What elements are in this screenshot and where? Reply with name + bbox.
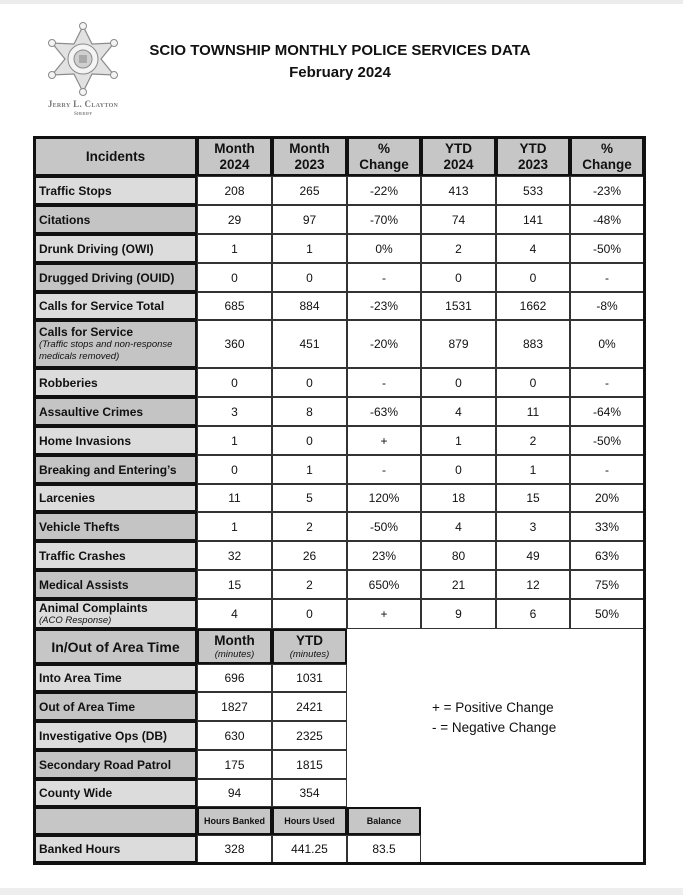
data-value: 15 bbox=[227, 577, 242, 592]
row-label-text: Animal Complaints bbox=[39, 600, 148, 615]
data-cell bbox=[496, 292, 570, 320]
banked-column-header bbox=[347, 807, 421, 835]
column-header-text: Month bbox=[214, 632, 255, 648]
row-label-text: Home Invasions bbox=[39, 433, 132, 448]
data-cell bbox=[570, 368, 644, 397]
data-cell bbox=[421, 541, 496, 570]
legend-negative: - = Negative Change bbox=[432, 720, 557, 735]
data-value: 1827 bbox=[221, 699, 248, 714]
data-cell bbox=[272, 835, 347, 863]
data-cell bbox=[197, 692, 272, 721]
row-label bbox=[34, 234, 197, 263]
data-cell bbox=[272, 692, 347, 721]
data-cell bbox=[570, 455, 644, 484]
row-label bbox=[34, 599, 197, 629]
data-cell bbox=[570, 320, 644, 368]
data-cell bbox=[197, 541, 272, 570]
data-cell bbox=[272, 320, 347, 368]
row-label bbox=[34, 368, 197, 397]
data-cell bbox=[272, 484, 347, 512]
data-cell bbox=[496, 205, 570, 234]
data-cell bbox=[421, 397, 496, 426]
row-label-text: Investigative Ops (DB) bbox=[39, 728, 168, 743]
row-label-text: Assaultive Crimes bbox=[39, 404, 144, 419]
area-time-column-header bbox=[272, 629, 347, 664]
data-cell bbox=[272, 664, 347, 692]
data-value: 8 bbox=[306, 404, 313, 419]
data-value: 0 bbox=[455, 462, 462, 477]
data-cell bbox=[570, 484, 644, 512]
data-cell bbox=[197, 599, 272, 629]
data-cell bbox=[272, 455, 347, 484]
column-header bbox=[496, 137, 570, 176]
row-label-text: County Wide bbox=[39, 786, 113, 800]
data-value: 1 bbox=[455, 433, 462, 448]
sheriff-name: Jerry L. Clayton bbox=[47, 99, 119, 109]
data-value: 5 bbox=[306, 491, 313, 505]
data-value: 33% bbox=[594, 519, 620, 534]
row-label-text: Into Area Time bbox=[39, 671, 122, 685]
data-cell bbox=[421, 426, 496, 455]
column-header-text: 2023 bbox=[294, 156, 325, 172]
data-value: 1662 bbox=[519, 299, 547, 313]
data-value: 0 bbox=[529, 375, 537, 390]
column-header-text: % bbox=[377, 140, 390, 156]
data-value: 879 bbox=[448, 337, 469, 351]
data-cell bbox=[272, 426, 347, 455]
column-header-text: Balance bbox=[366, 816, 402, 826]
data-cell bbox=[197, 664, 272, 692]
column-header-text: Incidents bbox=[85, 148, 146, 164]
area-time-header bbox=[34, 629, 197, 664]
data-value: 441.25 bbox=[291, 842, 328, 856]
data-value: 4 bbox=[231, 607, 238, 621]
column-header bbox=[570, 137, 644, 176]
row-label-text: Citations bbox=[39, 212, 91, 227]
data-cell bbox=[272, 368, 347, 397]
data-cell bbox=[272, 512, 347, 541]
data-value: 12 bbox=[526, 577, 540, 592]
data-value: 1 bbox=[306, 241, 313, 256]
data-cell bbox=[496, 368, 570, 397]
data-value: -64% bbox=[592, 404, 621, 419]
data-value: 884 bbox=[299, 299, 320, 313]
data-value: 1 bbox=[306, 462, 313, 477]
data-cell bbox=[272, 721, 347, 750]
column-unit-text: (minutes) bbox=[289, 648, 330, 660]
data-cell bbox=[496, 320, 570, 368]
row-label-text: Drunk Driving (OWI) bbox=[39, 241, 154, 256]
data-value: 533 bbox=[522, 183, 544, 198]
data-value: -50% bbox=[369, 519, 398, 534]
sheriff-title: Sheriff bbox=[73, 111, 93, 117]
data-cell bbox=[496, 541, 570, 570]
data-value: -20% bbox=[369, 337, 398, 351]
data-cell bbox=[496, 234, 570, 263]
data-value: 1815 bbox=[296, 757, 323, 772]
area-time-row-label bbox=[34, 692, 197, 721]
data-cell bbox=[347, 455, 421, 484]
data-cell bbox=[347, 570, 421, 599]
data-value: 2 bbox=[306, 577, 313, 592]
data-value: -23% bbox=[592, 183, 621, 198]
data-value: 0 bbox=[455, 270, 462, 285]
data-value: 413 bbox=[448, 183, 469, 198]
data-value: 2421 bbox=[296, 699, 323, 714]
row-label-text: Traffic Stops bbox=[39, 183, 112, 198]
data-value: 354 bbox=[299, 786, 320, 800]
column-header-text: YTD bbox=[296, 632, 323, 648]
column-header-text: 2024 bbox=[219, 156, 250, 172]
data-value: 2325 bbox=[296, 728, 323, 743]
data-cell bbox=[496, 426, 570, 455]
row-label-text: Secondary Road Patrol bbox=[39, 757, 172, 772]
data-cell bbox=[347, 484, 421, 512]
data-cell bbox=[197, 263, 272, 292]
data-value: 0% bbox=[598, 337, 616, 351]
data-cell bbox=[570, 397, 644, 426]
data-cell bbox=[421, 292, 496, 320]
data-value: 0 bbox=[231, 462, 238, 477]
data-value: 26 bbox=[302, 548, 317, 563]
data-cell bbox=[570, 205, 644, 234]
row-label bbox=[34, 176, 197, 205]
data-cell bbox=[570, 426, 644, 455]
data-cell bbox=[197, 426, 272, 455]
data-cell bbox=[421, 320, 496, 368]
data-value: 50% bbox=[594, 607, 620, 621]
data-cell bbox=[347, 512, 421, 541]
data-cell bbox=[197, 512, 272, 541]
data-value: 32 bbox=[227, 548, 242, 563]
data-value: 18 bbox=[451, 491, 466, 505]
data-cell bbox=[197, 721, 272, 750]
banked-column-header bbox=[272, 807, 347, 835]
row-label bbox=[34, 397, 197, 426]
row-label-text: Calls for Service bbox=[39, 324, 134, 339]
data-value: 2 bbox=[529, 433, 537, 448]
data-cell bbox=[496, 512, 570, 541]
column-header bbox=[272, 137, 347, 176]
data-value: 97 bbox=[302, 212, 317, 227]
data-cell bbox=[197, 570, 272, 599]
data-value: 94 bbox=[227, 786, 242, 800]
top-band bbox=[0, 0, 683, 4]
area-time-row-label bbox=[34, 664, 197, 692]
column-header bbox=[197, 137, 272, 176]
row-label-text: Drugged Driving (OUID) bbox=[39, 270, 175, 285]
data-cell bbox=[570, 176, 644, 205]
data-cell bbox=[347, 541, 421, 570]
banked-row-label bbox=[34, 835, 197, 863]
data-value: 1 bbox=[529, 462, 537, 477]
incidents-header bbox=[34, 137, 197, 176]
data-cell bbox=[570, 234, 644, 263]
data-value: - bbox=[382, 462, 386, 477]
data-cell bbox=[272, 599, 347, 629]
row-label bbox=[34, 455, 197, 484]
data-value: 21 bbox=[451, 577, 466, 592]
row-label bbox=[34, 426, 197, 455]
area-time-row-label bbox=[34, 779, 197, 807]
data-value: 0 bbox=[231, 270, 238, 285]
data-cell bbox=[197, 484, 272, 512]
data-cell bbox=[570, 292, 644, 320]
data-value: -48% bbox=[592, 212, 621, 227]
data-value: 15 bbox=[526, 491, 540, 505]
row-label bbox=[34, 512, 197, 541]
data-cell bbox=[272, 750, 347, 779]
data-value: 4 bbox=[529, 241, 537, 256]
data-cell bbox=[197, 205, 272, 234]
data-cell bbox=[421, 205, 496, 234]
column-header-text: 2023 bbox=[517, 156, 549, 172]
data-value: 650% bbox=[368, 577, 400, 592]
data-cell bbox=[570, 599, 644, 629]
data-cell bbox=[272, 234, 347, 263]
data-cell bbox=[197, 234, 272, 263]
row-label-text: Out of Area Time bbox=[39, 699, 136, 714]
data-value: 451 bbox=[299, 337, 320, 351]
data-value: 11 bbox=[526, 404, 540, 419]
data-cell bbox=[421, 570, 496, 599]
data-value: 0 bbox=[306, 607, 313, 621]
data-value: -8% bbox=[596, 299, 618, 313]
data-value: -50% bbox=[592, 433, 621, 448]
data-value: 0 bbox=[455, 375, 462, 390]
column-header-text: 2024 bbox=[443, 156, 474, 172]
column-header-text: Month bbox=[214, 140, 255, 156]
data-value: 1 bbox=[231, 433, 238, 448]
data-value: 1031 bbox=[296, 671, 323, 685]
data-cell bbox=[347, 835, 421, 863]
data-cell bbox=[570, 263, 644, 292]
data-value: -23% bbox=[369, 299, 398, 313]
data-value: 2 bbox=[306, 519, 313, 534]
data-cell bbox=[496, 570, 570, 599]
data-value: 0 bbox=[306, 375, 313, 390]
column-header-text: Change bbox=[582, 156, 632, 172]
data-cell bbox=[421, 176, 496, 205]
data-cell bbox=[197, 368, 272, 397]
data-value: 208 bbox=[224, 183, 245, 198]
column-header-text: % bbox=[600, 140, 613, 156]
row-label bbox=[34, 484, 197, 512]
data-value: 0% bbox=[375, 241, 393, 256]
data-value: 1 bbox=[231, 241, 238, 256]
data-cell bbox=[496, 484, 570, 512]
data-cell bbox=[347, 234, 421, 263]
data-cell bbox=[570, 570, 644, 599]
row-label-text: Larcenies bbox=[39, 491, 96, 505]
column-header-text: Hours Banked bbox=[203, 816, 265, 826]
column-header-text: YTD bbox=[519, 140, 547, 156]
data-value: 328 bbox=[224, 842, 245, 856]
row-label-subtext: (Traffic stops and non-response medicals removed) bbox=[39, 338, 173, 362]
data-cell bbox=[570, 541, 644, 570]
data-value: + bbox=[380, 607, 388, 621]
data-cell bbox=[570, 512, 644, 541]
row-label bbox=[34, 292, 197, 320]
data-cell bbox=[347, 368, 421, 397]
data-cell bbox=[496, 599, 570, 629]
data-cell bbox=[347, 320, 421, 368]
data-cell bbox=[272, 570, 347, 599]
area-time-title: In/Out of Area Time bbox=[51, 638, 180, 655]
data-value: 1 bbox=[231, 519, 238, 534]
banked-column-header bbox=[197, 807, 272, 835]
data-cell bbox=[272, 263, 347, 292]
column-header bbox=[347, 137, 421, 176]
data-cell bbox=[347, 263, 421, 292]
data-cell bbox=[347, 426, 421, 455]
data-cell bbox=[347, 397, 421, 426]
data-cell bbox=[421, 368, 496, 397]
column-header-text: Month bbox=[289, 140, 330, 156]
data-value: - bbox=[605, 462, 609, 477]
data-cell bbox=[496, 397, 570, 426]
column-unit-text: (minutes) bbox=[214, 648, 255, 660]
data-value: 74 bbox=[451, 212, 466, 227]
title-line-2: February 2024 bbox=[289, 64, 391, 81]
data-value: 883 bbox=[522, 337, 544, 351]
data-value: 685 bbox=[224, 299, 245, 313]
data-cell bbox=[197, 397, 272, 426]
legend-positive: + = Positive Change bbox=[432, 700, 554, 715]
data-value: 265 bbox=[299, 183, 320, 198]
data-value: 9 bbox=[455, 607, 462, 621]
data-value: 3 bbox=[529, 519, 537, 534]
data-cell bbox=[347, 292, 421, 320]
data-value: 1531 bbox=[445, 299, 472, 313]
row-label bbox=[34, 263, 197, 292]
data-value: 0 bbox=[529, 270, 537, 285]
column-header-text: Hours Used bbox=[284, 816, 335, 826]
data-value: - bbox=[382, 375, 386, 390]
data-value: 83.5 bbox=[372, 842, 396, 856]
data-value: + bbox=[380, 433, 388, 448]
data-value: 696 bbox=[224, 671, 245, 685]
row-label-text: Vehicle Thefts bbox=[39, 519, 120, 534]
data-value: 20% bbox=[594, 491, 620, 505]
row-label-subtext: (ACO Response) bbox=[39, 614, 112, 626]
area-time-row-label bbox=[34, 721, 197, 750]
area-time-column-header bbox=[197, 629, 272, 664]
data-value: 49 bbox=[526, 548, 540, 563]
data-cell bbox=[421, 263, 496, 292]
column-header bbox=[421, 137, 496, 176]
data-value: -70% bbox=[369, 212, 398, 227]
data-cell bbox=[421, 512, 496, 541]
data-cell bbox=[496, 263, 570, 292]
row-label-text: Robberies bbox=[39, 375, 98, 390]
data-value: 63% bbox=[594, 548, 620, 563]
data-value: 0 bbox=[306, 270, 313, 285]
data-cell bbox=[197, 176, 272, 205]
data-cell bbox=[197, 455, 272, 484]
data-cell bbox=[496, 176, 570, 205]
data-value: 23% bbox=[371, 548, 397, 563]
data-value: - bbox=[382, 270, 386, 285]
data-cell bbox=[272, 779, 347, 807]
data-value: 4 bbox=[455, 519, 462, 534]
data-value: 80 bbox=[451, 548, 466, 563]
data-cell bbox=[347, 205, 421, 234]
data-value: 141 bbox=[522, 212, 544, 227]
row-label-text: Traffic Crashes bbox=[39, 548, 126, 563]
data-cell bbox=[197, 320, 272, 368]
area-time-row-label bbox=[34, 750, 197, 779]
data-cell bbox=[272, 397, 347, 426]
data-value: 175 bbox=[224, 757, 245, 772]
data-value: 75% bbox=[594, 577, 620, 592]
data-cell bbox=[197, 750, 272, 779]
data-cell bbox=[347, 176, 421, 205]
row-label bbox=[34, 570, 197, 599]
row-label bbox=[34, 205, 197, 234]
data-value: -50% bbox=[592, 241, 621, 256]
data-value: 2 bbox=[455, 241, 462, 256]
data-value: 3 bbox=[231, 404, 238, 419]
data-cell bbox=[421, 599, 496, 629]
data-cell bbox=[272, 541, 347, 570]
data-value: 11 bbox=[228, 491, 241, 505]
data-value: 630 bbox=[224, 728, 245, 743]
page-title bbox=[120, 40, 560, 84]
data-cell bbox=[197, 292, 272, 320]
data-value: 6 bbox=[529, 607, 537, 621]
data-cell bbox=[272, 176, 347, 205]
row-label-text: Banked Hours bbox=[39, 842, 121, 856]
data-cell bbox=[421, 484, 496, 512]
row-label bbox=[34, 320, 197, 368]
data-cell bbox=[347, 599, 421, 629]
data-value: 29 bbox=[227, 212, 242, 227]
data-cell bbox=[197, 835, 272, 863]
data-cell bbox=[496, 455, 570, 484]
data-value: 0 bbox=[231, 375, 238, 390]
data-value: 0 bbox=[306, 433, 313, 448]
row-label-text: Breaking and Entering’s bbox=[39, 462, 177, 477]
data-cell bbox=[197, 779, 272, 807]
bottom-band bbox=[0, 888, 683, 895]
legend bbox=[432, 698, 612, 738]
data-cell bbox=[421, 455, 496, 484]
row-label-text: Calls for Service Total bbox=[39, 299, 165, 313]
data-value: -22% bbox=[369, 183, 398, 198]
data-value: 4 bbox=[455, 404, 462, 419]
data-value: 360 bbox=[224, 337, 245, 351]
column-header-text: YTD bbox=[445, 140, 472, 156]
data-value: -63% bbox=[369, 404, 398, 419]
data-cell bbox=[272, 292, 347, 320]
banked-header-blank bbox=[34, 807, 197, 835]
data-cell bbox=[421, 234, 496, 263]
title-line-1: SCIO TOWNSHIP MONTHLY POLICE SERVICES DATA bbox=[149, 42, 531, 59]
data-value: - bbox=[605, 375, 609, 390]
column-header-text: Change bbox=[359, 156, 409, 172]
row-label-text: Medical Assists bbox=[39, 577, 129, 592]
data-cell bbox=[272, 205, 347, 234]
data-value: 120% bbox=[368, 491, 400, 505]
data-value: - bbox=[605, 270, 609, 285]
sheriff-star-badge-icon bbox=[38, 22, 128, 96]
row-label bbox=[34, 541, 197, 570]
